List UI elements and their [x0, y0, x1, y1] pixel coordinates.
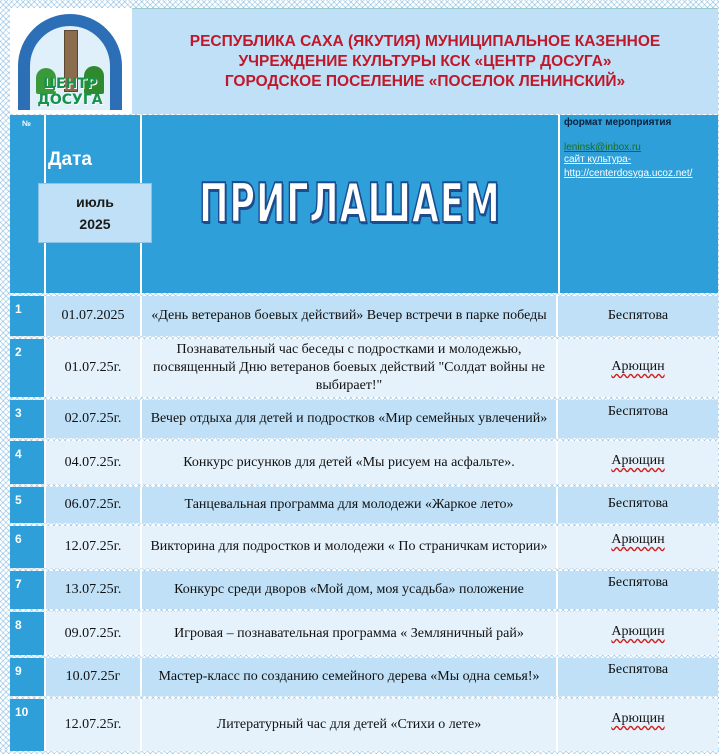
row-event: Вечер отдыха для детей и подростков «Мир семейных увлечений»	[142, 400, 558, 438]
row-number: 7	[10, 571, 46, 609]
row-responsible: Арющин	[558, 339, 718, 397]
row-number: 9	[10, 658, 46, 696]
org-title-line-3: ГОРОДСКОЕ ПОСЕЛЕНИЕ «ПОСЕЛОК ЛЕНИНСКИЙ»	[224, 72, 626, 90]
row-responsible: Беспятова	[558, 296, 718, 336]
row-date: 06.07.25г.	[46, 487, 142, 523]
row-event: Познавательный час беседы с подростками и молодежью, посвященный Дню ветеранов боевых действий "Солдат войны не выбирает!"	[142, 339, 558, 397]
events-table	[10, 296, 718, 754]
row-event: Мастер-класс по созданию семейного дерева «Мы одна семья!»	[142, 658, 558, 696]
row-event: Конкурс рисунков для детей «Мы рисуем на асфальте».	[142, 441, 558, 484]
row-number: 4	[10, 441, 46, 484]
table-row	[10, 571, 718, 609]
table-row	[10, 296, 718, 336]
row-event: Игровая – познавательная программа « Земляничный рай»	[142, 612, 558, 655]
org-title-line-1: РЕСПУБЛИКА САХА (ЯКУТИЯ) МУНИЦИПАЛЬНОЕ КАЗЕННОЕ	[189, 32, 661, 50]
row-date: 04.07.25г.	[46, 441, 142, 484]
table-row	[10, 526, 718, 568]
row-responsible: Арющин	[558, 441, 718, 484]
org-title-line-2: УЧРЕЖДЕНИЕ КУЛЬТУРЫ КСК «ЦЕНТР ДОСУГА»	[238, 52, 612, 70]
row-number: 5	[10, 487, 46, 523]
format-title: формат мероприятия	[564, 117, 672, 128]
row-number: 8	[10, 612, 46, 655]
table-row	[10, 400, 718, 438]
header	[10, 8, 718, 114]
format-column-header	[560, 115, 718, 293]
row-date: 09.07.25г.	[46, 612, 142, 655]
site-label: сайт культура-	[564, 154, 632, 165]
month-box	[38, 183, 152, 243]
row-responsible: Беспятова	[558, 400, 718, 438]
table-row	[10, 487, 718, 523]
invite-title: ПРИГЛАШАЕМ	[199, 172, 501, 236]
row-number: 1	[10, 296, 46, 336]
row-date: 01.07.25г.	[46, 339, 142, 397]
row-responsible: Беспятова	[558, 658, 718, 696]
row-responsible: Арющин	[558, 612, 718, 655]
row-date: 12.07.25г.	[46, 699, 142, 751]
table-row	[10, 658, 718, 696]
row-event: Литературный час для детей «Стихи о лете»	[142, 699, 558, 751]
row-responsible: Арющин	[558, 699, 718, 751]
row-responsible: Арющин	[558, 526, 718, 568]
row-number: 10	[10, 699, 46, 751]
row-number: 6	[10, 526, 46, 568]
row-date: 12.07.25г.	[46, 526, 142, 568]
date-label: Дата	[48, 149, 92, 170]
email-link[interactable]: leninsk@inbox.ru	[564, 142, 641, 153]
row-responsible: Беспятова	[558, 487, 718, 523]
row-event: Танцевальная программа для молодежи «Жаркое лето»	[142, 487, 558, 523]
table-row	[10, 339, 718, 397]
row-event: Конкурс среди дворов «Мой дом, моя усадьба» положение	[142, 571, 558, 609]
logo-text: ЦЕНТР ДОСУГА	[37, 76, 103, 108]
row-number: 3	[10, 400, 46, 438]
row-event: «День ветеранов боевых действий» Вечер встречи в парке победы	[142, 296, 558, 336]
row-event: Викторина для подростков и молодежи « По страничкам истории»	[142, 526, 558, 568]
date-column-header	[46, 115, 142, 293]
row-number: 2	[10, 339, 46, 397]
row-date: 10.07.25г	[46, 658, 142, 696]
banner	[10, 115, 718, 293]
row-date: 01.07.2025	[46, 296, 142, 336]
row-date: 02.07.25г.	[46, 400, 142, 438]
invite-banner	[142, 115, 560, 293]
logo	[10, 8, 132, 114]
year-label: 2025	[79, 216, 111, 232]
table-row	[10, 699, 718, 751]
org-title	[132, 8, 718, 114]
num-column-header: №	[10, 115, 46, 293]
table-row	[10, 441, 718, 484]
table-row	[10, 612, 718, 655]
row-responsible: Беспятова	[558, 571, 718, 609]
row-date: 13.07.25г.	[46, 571, 142, 609]
site-link[interactable]: http://centerdosyga.ucoz.net/	[564, 168, 693, 179]
month-label: июль	[76, 194, 114, 210]
